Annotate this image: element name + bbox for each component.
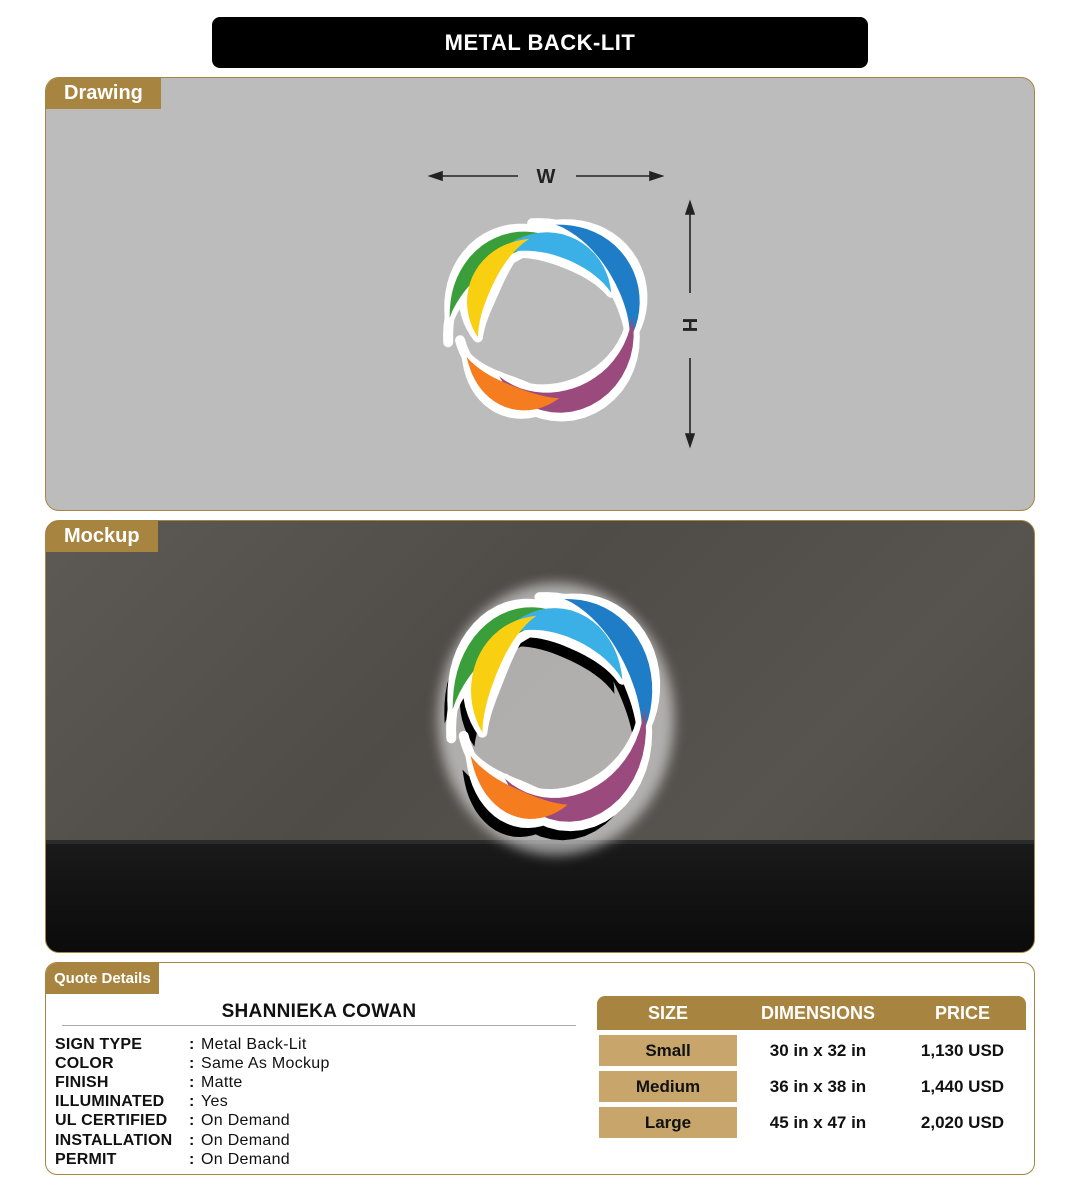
page-title: METAL BACK-LIT	[212, 17, 868, 68]
drawing-panel	[45, 77, 1035, 511]
dimensions-cell: 36 in x 38 in	[769, 1076, 867, 1096]
spec-row	[55, 1093, 330, 1112]
header-size: SIZE	[647, 1002, 688, 1023]
spec-key: SIGN TYPE	[55, 1035, 143, 1053]
spec-value: Matte	[201, 1073, 243, 1091]
width-arrow-right-head	[650, 172, 662, 180]
spec-row	[55, 1150, 330, 1169]
spec-value: Same As Mockup	[201, 1054, 330, 1072]
spec-key: UL CERTIFIED	[55, 1112, 168, 1130]
spec-value: Metal Back-Lit	[201, 1035, 307, 1053]
client-name: SHANNIEKA COWAN	[221, 1001, 417, 1022]
size-cell: Small	[599, 1035, 737, 1066]
quote-details-tab: Quote Details	[46, 963, 159, 994]
table-row	[597, 1035, 1026, 1066]
spec-row	[55, 1054, 330, 1073]
client-divider	[62, 1025, 576, 1026]
spec-value: On Demand	[201, 1112, 290, 1130]
spec-key: COLOR	[55, 1054, 114, 1072]
mockup-tab: Mockup	[46, 521, 158, 552]
spec-row	[55, 1073, 330, 1092]
spec-colon: :	[189, 1131, 195, 1149]
height-arrow-top-head	[686, 202, 694, 214]
header-price: PRICE	[934, 1002, 990, 1023]
price-cell: 1,130 USD	[920, 1040, 1005, 1060]
drawing-tab: Drawing	[46, 78, 161, 109]
spec-colon: :	[189, 1150, 195, 1168]
height-arrow-bottom-head	[686, 434, 694, 446]
spec-colon: :	[189, 1112, 195, 1130]
swirl-logo-mockup	[424, 569, 688, 869]
spec-value: On Demand	[201, 1131, 290, 1149]
swirl-logo-drawing	[428, 202, 668, 450]
spec-key: ILLUMINATED	[55, 1093, 165, 1111]
spec-value: Yes	[201, 1093, 229, 1111]
header-dimensions: DIMENSIONS	[760, 1002, 875, 1023]
spec-key: FINISH	[55, 1073, 109, 1091]
spec-list	[55, 1035, 330, 1169]
spec-value: On Demand	[201, 1150, 290, 1168]
size-cell: Medium	[599, 1071, 737, 1102]
price-table-header	[597, 996, 1026, 1030]
spec-row	[55, 1112, 330, 1131]
table-row	[597, 1071, 1026, 1102]
spec-colon: :	[189, 1093, 195, 1111]
mockup-panel	[45, 520, 1035, 953]
width-arrow-left-head	[430, 172, 442, 180]
price-table	[597, 996, 1026, 1138]
spec-colon: :	[189, 1035, 195, 1053]
spec-row	[55, 1035, 330, 1054]
spec-colon: :	[189, 1073, 195, 1091]
height-label: H	[678, 317, 700, 333]
spec-row	[55, 1131, 330, 1150]
size-cell: Large	[599, 1107, 737, 1138]
width-label: W	[536, 166, 556, 188]
dimensions-cell: 45 in x 47 in	[769, 1112, 867, 1132]
quote-details-panel	[45, 962, 1035, 1175]
price-cell: 1,440 USD	[920, 1076, 1005, 1096]
dimensions-cell: 30 in x 32 in	[769, 1040, 867, 1060]
spec-colon: :	[189, 1054, 195, 1072]
spec-key: INSTALLATION	[55, 1131, 173, 1149]
spec-key: PERMIT	[55, 1150, 117, 1168]
price-cell: 2,020 USD	[920, 1112, 1005, 1132]
table-row	[597, 1107, 1026, 1138]
